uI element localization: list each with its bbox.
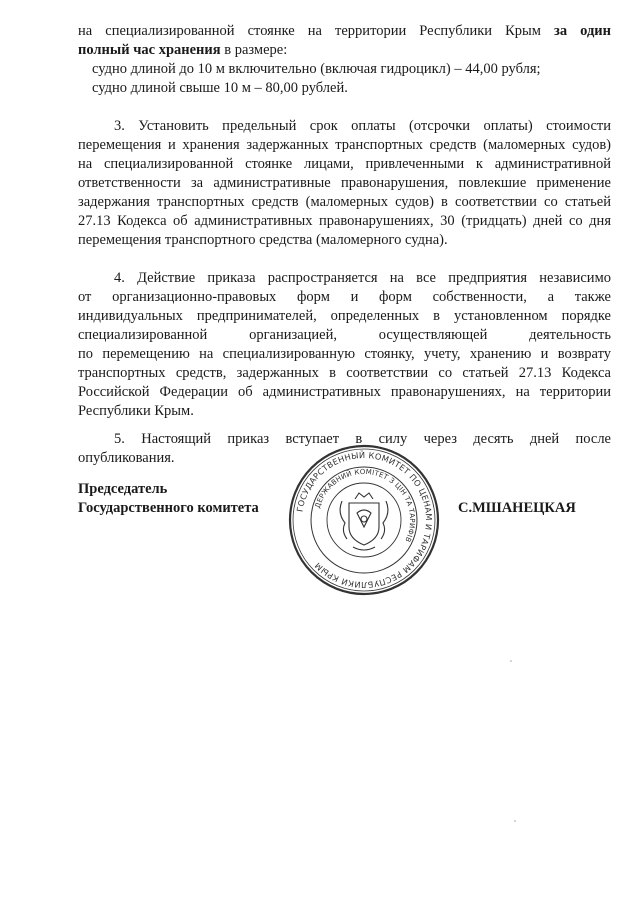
scan-speck — [514, 820, 516, 822]
p2-line-1 — [78, 22, 611, 40]
p2-line-2 — [78, 41, 611, 59]
p4-line-8: Республики Крым. — [78, 403, 194, 419]
official-seal — [287, 443, 441, 597]
p3-line-5: задержания транспортных средств (маломерных судов) в соответствии со статьей — [78, 194, 611, 210]
signatory-title-2: Государственного комитета — [78, 500, 259, 516]
p3-line-6: 27.13 Кодекса об административных правонарушениях, 30 (тридцать) дней со дня — [78, 213, 611, 229]
p2-line-1-text: на специализированной стоянке на территории Республики Крым — [78, 23, 554, 39]
p4-line-1: 4. Действие приказа распространяется на все предприятия независимо — [114, 270, 611, 286]
p3-line-2: перемещения и хранения задержанных транспортных средств (маломерных судов) — [78, 137, 611, 153]
p2-line-2-text: в размере: — [220, 42, 288, 58]
rate-line-2: судно длиной свыше 10 м – 80,00 рублей. — [92, 80, 348, 96]
coat-of-arms-icon — [340, 493, 388, 550]
p3-line-3: на специализированной стоянке лицами, привлеченными к административной — [78, 156, 611, 172]
p3-line-7: перемещения транспортного средства (маломерного судна). — [78, 232, 448, 248]
p5-line-2: опубликования. — [78, 450, 175, 466]
p4-line-2: от организационно-правовых форм и форм собственности, а также — [78, 289, 611, 305]
seal-graphic — [287, 443, 441, 597]
p3-line-4: ответственности за административные правонарушения, повлекшие применение — [78, 175, 611, 191]
p5-line-1: 5. Настоящий приказ вступает в силу через десять дней после — [114, 431, 611, 447]
seal-inner-text: ДЕРЖАВНИЙ КОМІТЕТ З ЦІН ТА ТАРИФІВ — [313, 467, 417, 544]
seal-outer-text: ГОСУДАРСТВЕННЫЙ КОМИТЕТ ПО ЦЕНАМ И ТАРИФАМ РЕСПУБЛИКИ КРЫМ — [294, 449, 435, 591]
p3-line-1: 3. Установить предельный срок оплаты (отсрочки оплаты) стоимости — [114, 118, 611, 134]
scan-speck — [510, 660, 512, 662]
p4-line-4: специализированной организацией, осуществляющей деятельность — [78, 327, 611, 343]
rate-line-1: судно длиной до 10 м включительно (включая гидроцикл) – 44,00 рубля; — [92, 61, 541, 77]
signatory-title-1: Председатель — [78, 481, 168, 497]
p4-line-6: транспортных средств, задержанных в соответствии со статьей 27.13 Кодекса — [78, 365, 611, 381]
p4-line-5: по перемещению на специализированную стоянку, учету, хранению и возврату — [78, 346, 611, 362]
p4-line-7: Российской Федерации об административных правонарушениях, на территории — [78, 384, 611, 400]
p2-line-2-bold: полный час хранения — [78, 42, 221, 58]
p4-line-3: индивидуальных предпринимателей, определенных в установленном порядке — [78, 308, 611, 324]
signatory-name: С.МШАНЕЦКАЯ — [458, 500, 576, 516]
p2-line-1-bold: за один — [554, 23, 612, 39]
